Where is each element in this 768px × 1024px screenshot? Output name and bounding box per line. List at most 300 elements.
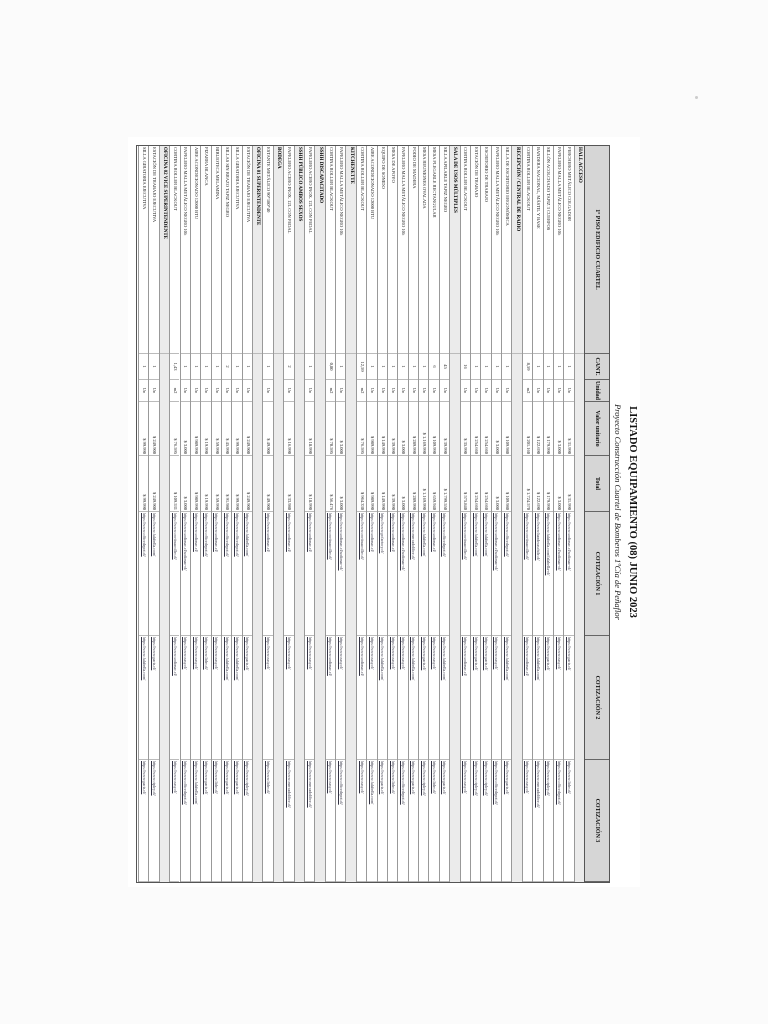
table-row	[553, 146, 563, 882]
cell-qty: 2	[284, 354, 293, 380]
cell-price: $ 289.990	[409, 402, 418, 456]
cell-price: $ 76.595	[357, 402, 366, 456]
project-title: Proyecto Construcción Cuartel de Bomberos 1ªCía de Peñaflor	[613, 404, 623, 620]
cell-unit: Un	[212, 380, 221, 402]
quote-link[interactable]: https://www.paris.cl/	[149, 636, 158, 760]
quote-link[interactable]: https://www.sodimac.cl/	[388, 512, 397, 636]
table-row	[190, 146, 200, 882]
column-header: Unidad	[585, 380, 609, 402]
quote-link[interactable]: https://www.mercadolibre.cl/	[533, 760, 542, 882]
column-header: COTIZACIÓN 3	[585, 760, 609, 882]
cell-unit: Un	[336, 380, 345, 402]
cell-qty: 8,59	[523, 354, 532, 380]
table-row	[335, 146, 345, 882]
quote-link[interactable]: https://www.falabella.com/	[367, 760, 376, 882]
cell-unit: Un	[149, 380, 158, 402]
section-row	[159, 146, 169, 882]
quote-link[interactable]: https://www.falabella.com/	[149, 512, 158, 636]
cell-qty: 1	[243, 354, 252, 380]
cell-unit: Un	[481, 380, 490, 402]
cell-price: $ 3.000	[336, 402, 345, 456]
table-row	[366, 146, 376, 882]
cell-unit: Un	[461, 380, 470, 402]
cell-qty: 0,80	[326, 354, 335, 380]
cell-qty: 1	[263, 354, 272, 380]
cell-total: $ 122.690	[533, 456, 542, 512]
cell-total: $ 19.990	[201, 456, 210, 512]
quote-link[interactable]: https://www.easy.cl/	[554, 636, 563, 760]
cell-price: $ 109.990	[429, 402, 438, 456]
quote-link[interactable]: https://www.falabella.com/	[440, 636, 449, 760]
table-row	[211, 146, 221, 882]
cell-price: $ 3.000	[554, 402, 563, 456]
table-row	[221, 146, 231, 882]
cell-unit: m2	[523, 380, 532, 402]
cell-qty: 1	[564, 354, 573, 380]
quote-link[interactable]: https://www.sodimac.cl/	[263, 512, 272, 636]
table-row	[304, 146, 314, 882]
quote-link[interactable]: https://www.falabella.com/	[419, 512, 428, 636]
cell-total: $ 1.724.570	[523, 456, 532, 512]
quote-link[interactable]: https://www.falabella.com/falabella-cl/	[544, 512, 553, 636]
cell-unit: Un	[263, 380, 272, 402]
cell-total: $ 3.000	[492, 456, 501, 512]
quote-link[interactable]: https://www.sodimac.cl/sodimac-cl/	[492, 512, 501, 636]
table-row	[325, 146, 335, 882]
table-row	[148, 146, 158, 882]
quote-link[interactable]: https://www.sodimac.cl/sodimac-cl/	[398, 512, 407, 636]
quote-link[interactable]: https://www.paris.cl/	[471, 636, 480, 760]
table-row	[470, 146, 480, 882]
quote-link[interactable]: https://www.easy.cl/	[191, 636, 200, 760]
section-name: KITCHENETTE	[346, 146, 355, 354]
section-name: SSHH DISCAPACITADO	[315, 146, 324, 354]
quote-link[interactable]: https://www.sodimac.cl/sodimac-cl/	[181, 512, 190, 636]
cell-qty: 1	[409, 354, 418, 380]
cell-unit: Un	[191, 380, 200, 402]
quote-link[interactable]: https://www.cortinasroller.cl/	[357, 512, 366, 636]
cell-qty: 12,59	[357, 354, 366, 380]
cell-total: $ 249.900	[149, 456, 158, 512]
table-row	[262, 146, 272, 882]
quote-link[interactable]: https://www.officedepot.cl/	[222, 512, 231, 636]
column-header: Total	[585, 456, 609, 512]
cell-total: $ 18.990	[305, 456, 314, 512]
section-row	[252, 146, 262, 882]
cell-price: $ 989.990	[191, 402, 200, 456]
quote-link[interactable]: https://www.easy.cl/	[170, 760, 179, 882]
quote-link[interactable]: https://www.easy.cl/	[305, 636, 314, 760]
cell-unit: Un	[564, 380, 573, 402]
quote-link[interactable]: https://www.easy.cl/	[388, 636, 397, 760]
section-row	[273, 146, 283, 882]
quote-link[interactable]: https://www.paris.cl/	[201, 760, 210, 882]
cell-price: $ 49.900	[263, 402, 272, 456]
quote-link[interactable]: https://www.officedepot.cl/	[502, 512, 511, 636]
cell-unit: Un	[398, 380, 407, 402]
cell-unit: Un	[471, 380, 480, 402]
cell-name: SILLÓN ACOLCHADO TAPIZ 3 CUERPOS	[544, 146, 553, 354]
cell-price: $ 122.690	[533, 402, 542, 456]
cell-unit: Un	[492, 380, 501, 402]
cell-unit: Un	[554, 380, 563, 402]
cell-price: $ 70.595	[326, 402, 335, 456]
quote-link[interactable]: https://www.easy.cl/	[181, 636, 190, 760]
quote-link[interactable]: https://www.sodimac.cl/	[461, 636, 470, 760]
cell-qty: 1	[336, 354, 345, 380]
cell-unit: m2	[357, 380, 366, 402]
quote-link[interactable]: https://www.officedepot.cl/	[398, 760, 407, 882]
quote-link[interactable]: https://www.easy.cl/	[326, 760, 335, 882]
quote-link[interactable]: https://www.officedepot.cl/	[181, 760, 190, 882]
quote-link[interactable]: https://www.easy.cl/	[263, 636, 272, 760]
cell-unit: Un	[533, 380, 542, 402]
quote-link[interactable]: https://www.officedepot.cl/	[201, 512, 210, 636]
quote-link[interactable]: https://www.officedepot.cl/	[440, 512, 449, 636]
cell-name: ESTACIÓN DE TRABAJO EJECUTIVA	[243, 146, 252, 354]
quote-link[interactable]: https://www.falabella.com/	[232, 636, 241, 760]
cell-unit: Un	[378, 380, 387, 402]
quote-link[interactable]: https://www.mercadolibre.cl/	[284, 760, 293, 882]
quote-link[interactable]: https://www.officedepot.cl/	[139, 512, 148, 636]
quote-link[interactable]: https://www.falabella.com/	[222, 636, 231, 760]
cell-unit: Un	[388, 380, 397, 402]
section-row	[574, 146, 584, 882]
section-row	[345, 146, 355, 882]
quote-link[interactable]: https://www.officedepot.cl/	[554, 760, 563, 882]
cell-qty: 2	[222, 354, 231, 380]
quote-link[interactable]: https://www.paris.cl/	[564, 636, 573, 760]
cell-price: $ 31.990	[564, 402, 573, 456]
quote-link[interactable]: https://www.pcfactory.cl/	[378, 512, 387, 636]
rotated-document-page	[128, 137, 640, 887]
cell-qty: 1	[492, 354, 501, 380]
cell-total: $ 1.169.990	[419, 456, 428, 512]
table-row	[439, 146, 449, 882]
cell-price: $ 249.900	[149, 402, 158, 456]
quote-link[interactable]: https://www.paris.cl/	[232, 760, 241, 882]
cell-total: $ 99.990	[232, 456, 241, 512]
cell-name: CORTINA ROLLER BLACKOUT	[461, 146, 470, 354]
cell-name: CORTINA ROLLER BLACKOUT	[326, 146, 335, 354]
quote-link[interactable]: https://www.lider.cl/	[201, 636, 210, 760]
quote-link[interactable]: https://www.paris.cl/	[440, 760, 449, 882]
cell-name: MESA PLEGABLE RECTANGULAR	[429, 146, 438, 354]
quote-link[interactable]: https://www.easy.cl/	[492, 636, 501, 760]
quote-link[interactable]: https://www.sodimac.cl/	[212, 512, 221, 636]
quote-link[interactable]: https://www.ripley.cl/	[471, 760, 480, 882]
cell-total: $ 3.000	[181, 456, 190, 512]
quote-link[interactable]: https://www.sodimac.cl/	[191, 512, 200, 636]
column-header: 1º PISO EDIFICIO CUARTEL	[585, 146, 609, 354]
cell-qty: 1	[212, 354, 221, 380]
quote-link[interactable]: https://www.paris.cl/	[419, 636, 428, 760]
quote-link[interactable]: https://www.lider.cl/	[263, 760, 272, 882]
cell-price: $ 19.990	[201, 402, 210, 456]
table-row	[180, 146, 190, 882]
cell-name: CORTINA ROLLER BLACKOUT	[357, 146, 366, 354]
cell-qty: 1	[201, 354, 210, 380]
cell-price: $ 254.660	[471, 402, 480, 456]
quote-link[interactable]: https://www.sodimac.cl/	[170, 636, 179, 760]
section-row	[314, 146, 324, 882]
cell-total: $ 964.330	[357, 456, 366, 512]
cell-name: PAPELERO MALLA METÁLICO NEGRO 10lt	[554, 146, 563, 354]
cell-price: $ 16.990	[284, 402, 293, 456]
cell-name: BIBLIOTECA MELAMINA	[212, 146, 221, 354]
cell-qty: 1	[554, 354, 563, 380]
quote-link[interactable]: https://www.paris.cl/	[409, 760, 418, 882]
table-row	[408, 146, 418, 882]
cell-unit: Un	[544, 380, 553, 402]
cell-total: $ 254.660	[471, 456, 480, 512]
quote-link[interactable]: https://www.falabella.com/	[502, 636, 511, 760]
cell-price: $ 99.990	[232, 402, 241, 456]
cell-total: $ 49.900	[263, 456, 272, 512]
cell-unit: Un	[232, 380, 241, 402]
quote-link[interactable]: https://www.easy.cl/	[336, 636, 345, 760]
quote-link[interactable]: https://www.easy.cl/	[398, 636, 407, 760]
quote-link[interactable]: https://www.sodimac.cl/sodimac-cl/	[336, 512, 345, 636]
cell-unit: Un	[284, 380, 293, 402]
cell-total: $ 3.000	[336, 456, 345, 512]
cell-total: $ 109.531	[170, 456, 179, 512]
cell-name: PODIO DE MADERA	[409, 146, 418, 354]
cell-unit: Un	[419, 380, 428, 402]
cell-qty: 1	[398, 354, 407, 380]
cell-total: $ 59.990	[212, 456, 221, 512]
cell-total: $ 575.840	[461, 456, 470, 512]
quote-link[interactable]: https://www.easy.cl/	[367, 636, 376, 760]
cell-total: $ 659.940	[429, 456, 438, 512]
quote-link[interactable]: https://www.falabella.com/	[481, 512, 490, 636]
quote-link[interactable]: https://www.ripley.cl/	[481, 760, 490, 882]
quote-link[interactable]: https://www.cortinasroller.cl/	[170, 512, 179, 636]
cell-qty: 1	[388, 354, 397, 380]
cell-unit: m2	[170, 380, 179, 402]
cell-qty: 1	[533, 354, 542, 380]
cell-unit: Un	[429, 380, 438, 402]
quote-link[interactable]: https://www.falabella.com/	[139, 636, 148, 760]
cell-total: $ 989.990	[367, 456, 376, 512]
cell-total: $ 254.660	[481, 456, 490, 512]
quote-link[interactable]: https://www.lider.cl/	[388, 760, 397, 882]
cell-total: $ 989.990	[191, 456, 200, 512]
quote-link[interactable]: https://www.ripley.cl/	[419, 760, 428, 882]
quote-link[interactable]: https://www.cortinasroller.cl/	[461, 512, 470, 636]
quote-link[interactable]: https://www.falabella.com/	[533, 636, 542, 760]
cell-qty: 1,43	[170, 354, 179, 380]
quote-link[interactable]: https://www.banderaschile.cl/	[533, 512, 542, 636]
cell-price: $ 76.595	[170, 402, 179, 456]
cell-name: ESTANTE METÁLICO 90*180*40	[263, 146, 272, 354]
cell-name: MESA DE APOYO	[388, 146, 397, 354]
cell-total: $ 33.980	[284, 456, 293, 512]
scan-speck	[695, 96, 698, 99]
quote-link[interactable]: https://www.lider.cl/	[564, 760, 573, 882]
table-row	[460, 146, 470, 882]
cell-qty: 16	[461, 354, 470, 380]
cell-name: SILLA GIRATORIA EJECUTIVA	[232, 146, 241, 354]
quote-link[interactable]: https://www.sodimac.cl/	[305, 512, 314, 636]
table-row	[543, 146, 553, 882]
quote-link[interactable]: https://www.sodimac.cl/	[326, 636, 335, 760]
quote-link[interactable]: https://www.sodimac.cl/	[523, 636, 532, 760]
quote-link[interactable]: https://www.falabella.com/	[471, 512, 480, 636]
quote-link[interactable]: https://www.officedepot.cl/	[232, 512, 241, 636]
cell-name: BANDERA NACIONAL, MÁSTIL Y BASE	[533, 146, 542, 354]
cell-price: $ 99.990	[139, 402, 148, 456]
cell-qty: 1	[378, 354, 387, 380]
quote-link[interactable]: https://www.falabella.com/	[378, 636, 387, 760]
section-row	[449, 146, 459, 882]
quote-link[interactable]: https://www.paris.cl/	[502, 760, 511, 882]
quote-link[interactable]: https://www.falabella.com/	[191, 760, 200, 882]
cell-price: $ 109.980	[502, 402, 511, 456]
cell-price: $ 35.990	[461, 402, 470, 456]
cell-qty: 1	[139, 354, 148, 380]
cell-total: $ 1.799.550	[440, 456, 449, 512]
cell-name: ESTACIÓN DE TRABAJO	[471, 146, 480, 354]
quote-link[interactable]: https://www.sodimac.cl/	[429, 512, 438, 636]
quote-link[interactable]: https://www.mercadolibre.cl/	[409, 512, 418, 636]
cell-qty: 1	[232, 354, 241, 380]
quote-link[interactable]: https://www.easy.cl/	[284, 636, 293, 760]
quote-link[interactable]: https://www.falabella.com/	[409, 636, 418, 760]
cell-qty: 1	[191, 354, 200, 380]
cell-qty: 45	[440, 354, 449, 380]
table-row	[522, 146, 532, 882]
cell-price: $ 3.000	[492, 402, 501, 456]
cell-total: $ 99.990	[139, 456, 148, 512]
cell-name: SILLAS SIN BRAZO TAPIZ NEGRO	[222, 146, 231, 354]
cell-unit: Un	[222, 380, 231, 402]
cell-total: $ 91.980	[222, 456, 231, 512]
table-row	[563, 146, 573, 882]
equipment-table	[136, 145, 584, 883]
cell-total: $ 31.990	[564, 456, 573, 512]
section-name: OFICINA 01 SUPERINTENDENTE	[253, 146, 262, 354]
quote-link[interactable]: https://www.sodimac.cl/	[367, 512, 376, 636]
quote-link[interactable]: https://www.easy.cl/	[212, 636, 221, 760]
cell-total: $ 109.980	[502, 456, 511, 512]
cell-unit: Un	[243, 380, 252, 402]
cell-qty: 1	[481, 354, 490, 380]
section-name: BODEGA	[274, 146, 283, 354]
section-name: RECEPCIÓN / CENTRAL DE RADIO	[512, 146, 521, 354]
quote-link[interactable]: https://www.ripley.cl/	[243, 760, 252, 882]
cell-price: $ 249.900	[243, 402, 252, 456]
cell-unit: Un	[409, 380, 418, 402]
cell-total: $ 3.000	[554, 456, 563, 512]
cell-price: $ 39.990	[388, 402, 397, 456]
quote-link[interactable]: https://www.paris.cl/	[222, 760, 231, 882]
cell-unit: Un	[440, 380, 449, 402]
table-row	[283, 146, 293, 882]
cell-total: $ 39.990	[388, 456, 397, 512]
quote-link[interactable]: https://www.paris.cl/	[481, 636, 490, 760]
quote-link[interactable]: https://www.easy.cl/	[461, 760, 470, 882]
quote-link[interactable]: https://www.sodimac.cl/	[284, 512, 293, 636]
table-row	[138, 146, 148, 882]
cell-name: CORTINA ROLLER BLACKOUT	[170, 146, 179, 354]
column-header: COTIZACIÓN 1	[585, 512, 609, 636]
cell-price: $ 201.160	[523, 402, 532, 456]
cell-name: PAPELERO MALLA METÁLICO NEGRO 10lt	[398, 146, 407, 354]
table-row	[356, 146, 366, 882]
column-header: Valor unitario	[585, 402, 609, 456]
cell-name: AIRE ACONDICIONADO 12000 BTU	[367, 146, 376, 354]
quote-link[interactable]: https://www.easy.cl/	[429, 636, 438, 760]
quote-link[interactable]: https://www.ripley.cl/	[149, 760, 158, 882]
cell-total: $ 249.900	[243, 456, 252, 512]
quote-link[interactable]: https://www.officedepot.cl/	[492, 760, 501, 882]
section-name: SALA DE USOS MÚLTIPLES	[450, 146, 459, 354]
table-row	[532, 146, 542, 882]
cell-qty: 1	[149, 354, 158, 380]
cell-unit: Un	[201, 380, 210, 402]
cell-unit: Un	[181, 380, 190, 402]
cell-qty: 1	[471, 354, 480, 380]
table-row	[169, 146, 179, 882]
cell-price: $ 39.990	[440, 402, 449, 456]
quote-link[interactable]: https://www.paris.cl/	[243, 636, 252, 760]
cell-qty: 1	[305, 354, 314, 380]
quote-link[interactable]: https://www.paris.cl/	[544, 636, 553, 760]
quote-link[interactable]: https://www.cortinasroller.cl/	[326, 512, 335, 636]
quote-link[interactable]: https://www.sodimac.cl/	[357, 636, 366, 760]
table-row	[242, 146, 252, 882]
section-name: SSHH PÚBLICO AMBOS SEXOS	[295, 146, 304, 354]
cell-name: EQUIPO DE SONIDO	[378, 146, 387, 354]
quote-link[interactable]: https://www.cortinasroller.cl/	[523, 512, 532, 636]
cell-name: CORTINA ROLLER BLACKOUT	[523, 146, 532, 354]
quote-link[interactable]: https://www.lider.cl/	[429, 760, 438, 882]
table-header	[584, 145, 610, 883]
column-header: CANT.	[585, 354, 609, 380]
quote-link[interactable]: https://www.paris.cl/	[139, 760, 148, 882]
cell-total: $ 3.000	[398, 456, 407, 512]
quote-link[interactable]: https://www.easy.cl/	[523, 760, 532, 882]
quote-link[interactable]: https://www.paris.cl/	[378, 760, 387, 882]
cell-name: PAPELERO MALLA METÁLICO NEGRO 10lt	[492, 146, 501, 354]
cell-total: $ 179.990	[544, 456, 553, 512]
table-row	[377, 146, 387, 882]
cell-unit: Un	[367, 380, 376, 402]
section-row	[511, 146, 521, 882]
quote-link[interactable]: https://www.officedepot.cl/	[336, 760, 345, 882]
table-row	[428, 146, 438, 882]
cell-unit: Un	[139, 380, 148, 402]
cell-price: $ 179.990	[544, 402, 553, 456]
cell-price: $ 45.990	[222, 402, 231, 456]
quote-link[interactable]: https://www.sodimac.cl/sodimac-cl/	[564, 512, 573, 636]
cell-price: $ 59.990	[212, 402, 221, 456]
cell-total: $ 149.990	[378, 456, 387, 512]
table-row	[231, 146, 241, 882]
quote-link[interactable]: https://www.ripley.cl/	[544, 760, 553, 882]
quote-link[interactable]: https://www.easy.cl/	[357, 760, 366, 882]
cell-name: PERCHERO METÁLICO COLGADOR	[564, 146, 573, 354]
quote-link[interactable]: https://www.falabella.com/	[243, 512, 252, 636]
cell-name: PAPELERO ACERO INOX. 12L CON PEDAL	[305, 146, 314, 354]
cell-unit: m2	[326, 380, 335, 402]
cell-qty: 1	[419, 354, 428, 380]
cell-total: $ 56.476	[326, 456, 335, 512]
quote-link[interactable]: https://www.sodimac.cl/sodimac-cl/	[554, 512, 563, 636]
quote-link[interactable]: https://www.mercadolibre.cl/	[305, 760, 314, 882]
quote-link[interactable]: https://www.lider.cl/	[212, 760, 221, 882]
